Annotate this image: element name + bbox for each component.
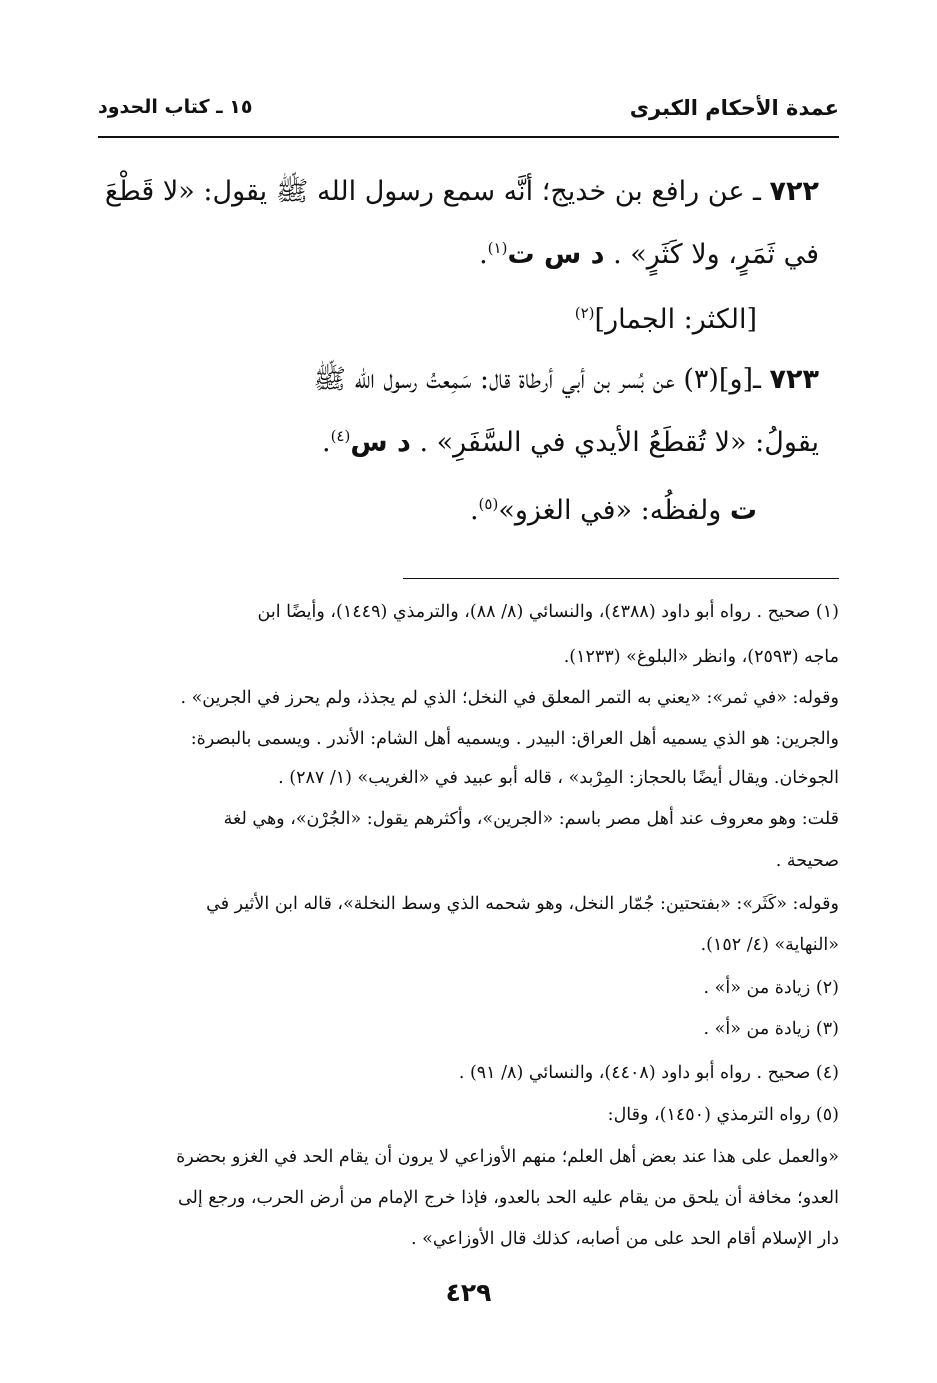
- hadith-722-line-1: [96, 172, 819, 212]
- footnote-line: (١) صحيح . رواه أبو داود (٤٣٨٨)، والنسائي (٨/ ٨٨)، والترمذي (١٤٤٩)، وأيضًا ابن: [257, 602, 839, 622]
- hadith-text: ـ عن رافع بن خديج؛ أنَّه سمع رسول الله ﷺ يقول: «لا قَطْعَ: [104, 176, 761, 207]
- source-sigla: د س ت: [507, 239, 605, 270]
- footnote-line: (٢) زيادة من «أ» .: [703, 978, 839, 998]
- footnote-line: دار الإسلام أقام الحد على من أصابه، كذلك قال الأوزاعي» .: [411, 1229, 839, 1249]
- footnote-line: العدو؛ مخافة أن يلحق من يقام عليه الحد بالعدو، فإذا خرج الإمام من أرض الحرب، ورجع إلى: [177, 1188, 839, 1208]
- footnote-ref: (٤): [330, 427, 351, 445]
- chapter-title: ١٥ ـ كتاب الحدود: [98, 96, 253, 118]
- hadith-723-line-3: ت ولفظُه: «في الغزو»$^{(٥)}$.: [469, 495, 757, 526]
- page-number: ٤٢٩: [445, 1278, 492, 1307]
- footnote-line: صحيحة .: [775, 851, 839, 871]
- footnote-ref: (١): [487, 239, 508, 257]
- hadith-text: في ثَمَرٍ، ولا كَثَرٍ» .: [613, 239, 819, 270]
- running-header: [98, 96, 839, 130]
- footnote-line: وقوله: «كَثَر»: «بفتحتين: جُمّار النخل، وهو شحمه الذي وسط النخلة»، قاله ابن الأثير في: [206, 894, 839, 914]
- footnote-line: والجرين: هو الذي يسميه أهل العراق: البيدر . ويسميه أهل الشام: الأندر . ويسمى بالبصرة:: [190, 729, 839, 749]
- source-sigla: د س: [350, 427, 411, 458]
- source-sigla: ت: [729, 495, 757, 526]
- footnote-line: الجوخان. ويقال أيضًا بالحجاز: المِرْبد» ، قاله أبو عبيد في «الغريب» (١/ ٢٨٧) .: [278, 768, 839, 788]
- footnote-line: (٥) رواه الترمذي (١٤٥٠)، وقال:: [607, 1105, 839, 1125]
- footnote-separator: [403, 578, 839, 579]
- footnote-line: وقوله: «في ثمر»: «يعني به التمر المعلق في النخل؛ الذي لم يجذذ، ولم يحرز في الجرين» .: [180, 688, 839, 708]
- header-rule: [98, 136, 839, 138]
- hadith-723-line-1: [96, 360, 819, 400]
- hadith-text: ولفظُه: «في الغزو»: [498, 495, 722, 526]
- footnote-line: «والعمل على هذا عند بعض أهل العلم؛ منهم الأوزاعي لا يرون أن يقام الحد في الغزو بحضرة: [176, 1147, 839, 1167]
- footnote-line: (٤) صحيح . رواه أبو داود (٤٤٠٨)، والنسائي (٨/ ٩١) .: [458, 1063, 839, 1083]
- hadith-number: ٧٢٢: [769, 176, 819, 207]
- footnote-line: (٣) زيادة من «أ» .: [703, 1019, 839, 1039]
- hadith-text: ـ[و](٣) عن بُسر بن أبي أرطاة قال: سَمِعتُ رسول الله ﷺ: [313, 364, 761, 395]
- hadith-723-line-2: يقولُ: «لا تُقطَعُ الأيدي في السَّفَرِ» . د س$^{(٤)}$.: [321, 427, 819, 458]
- hadith-722-line-2: في ثَمَرٍ، ولا كَثَرٍ» . د س ت$^{(١)}$.: [479, 239, 819, 270]
- footnote-ref: (٥): [478, 495, 499, 513]
- gloss-text: [الكثر: الجمار]: [594, 304, 757, 335]
- footnote-line: قلت: وهو معروف عند أهل مصر باسم: «الجرين»، وأكثرهم يقول: «الجُرْن»، وهي لغة: [223, 809, 839, 829]
- footnote-line: «النهاية» (٤/ ١٥٢).: [700, 935, 839, 955]
- hadith-number: ٧٢٣: [769, 364, 819, 395]
- book-title: عمدة الأحكام الكبرى: [629, 96, 839, 120]
- footnote-line: ماجه (٢٥٩٣)، وانظر «البلوغ» (١٢٣٣).: [563, 647, 839, 667]
- footnote-ref: (٢): [574, 304, 595, 322]
- hadith-text: يقولُ: «لا تُقطَعُ الأيدي في السَّفَرِ» .: [419, 427, 819, 458]
- hadith-722-gloss: [96, 293, 757, 340]
